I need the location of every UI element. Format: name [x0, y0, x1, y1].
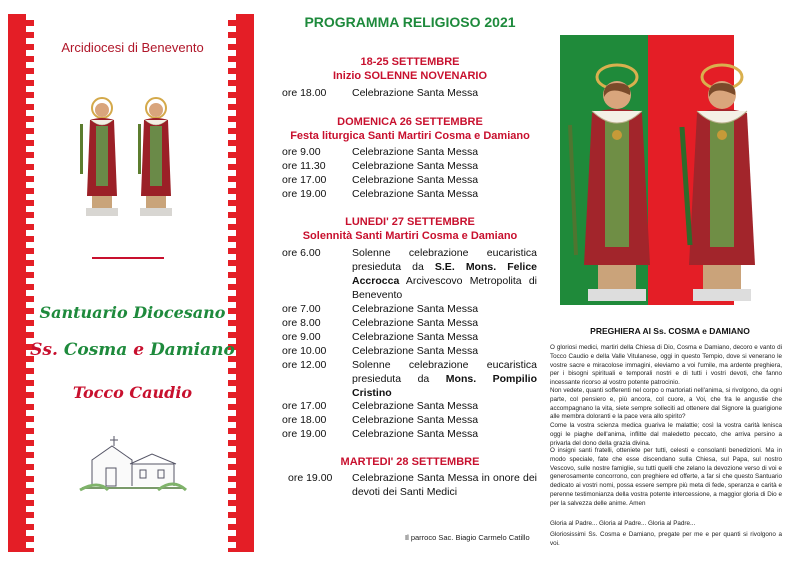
section3-date: LUNEDI' 27 SETTEMBRE	[345, 216, 475, 228]
row-time: ore 10.00	[282, 345, 327, 357]
row-desc	[352, 358, 537, 400]
row-time: ore 18.00	[282, 87, 327, 99]
row-desc: Celebrazione Santa Messa	[352, 303, 479, 315]
row-time: ore 9.00	[282, 331, 321, 343]
statue-cosma-large	[570, 65, 650, 301]
row-desc: Celebrazione Santa Messa	[352, 188, 479, 200]
desc-part: Solenne celebrazione eucaristica presieduta da	[352, 247, 537, 273]
prayer-paragraph: Gloria al Padre... Gloria al Padre... Gloria al Padre...	[550, 520, 696, 527]
divider-line	[92, 257, 164, 259]
schedule-row	[282, 246, 544, 302]
section2-date: DOMENICA 26 SETTEMBRE	[337, 116, 483, 128]
sanctuary-title: Santuario Diocesano	[39, 303, 226, 322]
row-desc: Celebrazione Santa Messa	[352, 87, 479, 99]
left-wave-edge	[26, 14, 34, 552]
row-time: ore 18.00	[282, 414, 327, 426]
row-desc: Celebrazione Santa Messa	[352, 146, 479, 158]
celebrant-name: S.E. Mons. Felice Accrocca	[352, 261, 537, 287]
saints-damiano: Damiano	[149, 340, 235, 360]
diocese-title: Arcidiocesi di Benevento	[61, 40, 204, 55]
statue-cosma-small	[80, 98, 118, 216]
prayer-paragraph: O insigni santi fratelli, otteniete per tutti, celesti e consolanti benedizioni. Ma in modo speciale, fate che esse discendano sulla Chiesa, sul Papa, sul nostro Vescovo, sulle nostre famiglie, su tutti quelli che zelano la devozione verso di voi e generosamente concorrono, con preghiere ed offerte, a far sì che questo Santuario dedicato ai vostri nomi, possa essere sempre più meta di fede, speranza e carità e perenne testimonianza della vostra potente intercessione, a maggior gloria di Dio e per la salvezza delle anime. Amen	[550, 447, 782, 507]
left-border-stripe	[8, 14, 28, 552]
row-time: ore 19.00	[282, 188, 327, 200]
left-panel	[0, 0, 265, 566]
prayer-paragraph: Gloriosissimi Ss. Cosma e Damiano, pregate per me e per quanti si rivolgono a voi.	[550, 531, 782, 547]
right-wave-edge	[228, 14, 236, 552]
saints-title	[30, 340, 235, 360]
prayer-panel	[550, 0, 800, 566]
row-time: ore 12.00	[282, 359, 327, 371]
schedule-row	[282, 358, 544, 400]
row-desc: Celebrazione Santa Messa	[352, 428, 479, 440]
row-desc: Celebrazione Santa Messa	[352, 331, 479, 343]
row-time: ore 9.00	[282, 146, 321, 158]
row-desc: Celebrazione Santa Messa	[352, 345, 479, 357]
prayer-paragraph: Come la vostra scienza medica guariva le malattie; così la vostra carità lenisca oggi le piaghe dell'anima, inflitte dal maledetto peccato, che arriva persino a privarla del dono della grazia divina.	[550, 422, 782, 447]
schedule-row	[282, 471, 544, 501]
section1-date: 18-25 SETTEMBRE	[360, 56, 460, 68]
prayer-paragraph: Non vedete, quanti sofferenti nel corpo o martoriati nell'anima, si rivolgono, da ogni parte, col pensiero e, più ancora, col cuore, a Voi, che fra le angustie che accompagnano la vita, siete sempre solleciti ad ottenere dal Signore la guarigione alle membra doloranti e la pace vera allo spirito?	[550, 387, 782, 421]
program-title: PROGRAMMA RELIGIOSO 2021	[304, 14, 516, 30]
row-desc	[352, 246, 537, 302]
row-desc: Celebrazione Santa Messa	[352, 317, 479, 329]
saint-statues-large	[562, 55, 782, 305]
prayer-paragraph: O gloriosi medici, martiri della Chiesa di Dio, Cosma e Damiano, decoro e vanto di Tocco Caudio e della Valle Vitulanese, oggi in questo Tempio, dove si venerano le vostre sacre e miracolose immagini, eleviamo a voi l'umile, ma ardente preghiera, per i bisogni spirituali e temporali nostri e di tutti i vostri devoti, che fanno incessante ricorso al vostro potente patrocinio.	[550, 344, 782, 387]
program-panel	[270, 0, 550, 566]
section1-title: Inizio SOLENNE NOVENARIO	[332, 70, 487, 82]
row-time: ore 19.00	[288, 472, 333, 484]
section2-title: Festa liturgica Santi Martiri Cosma e Damiano	[290, 130, 530, 142]
saints-prefix: Ss.	[30, 340, 64, 360]
row-time: ore 8.00	[282, 317, 321, 329]
section3-title: Solennità Santi Martiri Cosma e Damiano	[302, 230, 518, 242]
church-sketch	[78, 428, 188, 496]
saint-statues-small	[72, 96, 187, 224]
row-time: ore 6.00	[282, 247, 321, 259]
row-desc: Celebrazione Santa Messa	[352, 160, 479, 172]
section4-date: MARTEDI' 28 SETTEMBRE	[340, 456, 480, 468]
row-time: ore 17.00	[282, 400, 327, 412]
row-desc: Celebrazione Santa Messa in onore dei devoti dei Santi Medici	[352, 472, 537, 498]
celebrant-name: Mons. Pompilio Cristino	[352, 373, 537, 399]
prayer-title: PREGHIERA AI Ss. COSMA e DAMIANO	[590, 326, 750, 336]
statue-damiano-small	[138, 98, 172, 216]
row-desc: Celebrazione Santa Messa	[352, 400, 479, 412]
row-time: ore 19.00	[282, 428, 327, 440]
saints-e: e	[127, 340, 150, 360]
desc-part: Solenne celebrazione eucaristica presieduta da	[352, 359, 537, 385]
statue-damiano-large	[682, 65, 755, 301]
row-time: ore 7.00	[282, 303, 321, 315]
row-desc: Celebrazione Santa Messa	[352, 174, 479, 186]
row-desc: Celebrazione Santa Messa	[352, 414, 479, 426]
desc-part: Arcivescovo Metropolita di Benevento	[352, 275, 537, 301]
town-title: Tocco Caudio	[72, 383, 193, 402]
row-time: ore 17.00	[282, 174, 327, 186]
row-time: ore 11.30	[282, 160, 326, 172]
right-border-stripe	[234, 14, 254, 552]
saints-cosma: Cosma	[63, 340, 128, 360]
parish-priest-signature: Il parroco Sac. Biagio Carmelo Catillo	[405, 533, 530, 542]
